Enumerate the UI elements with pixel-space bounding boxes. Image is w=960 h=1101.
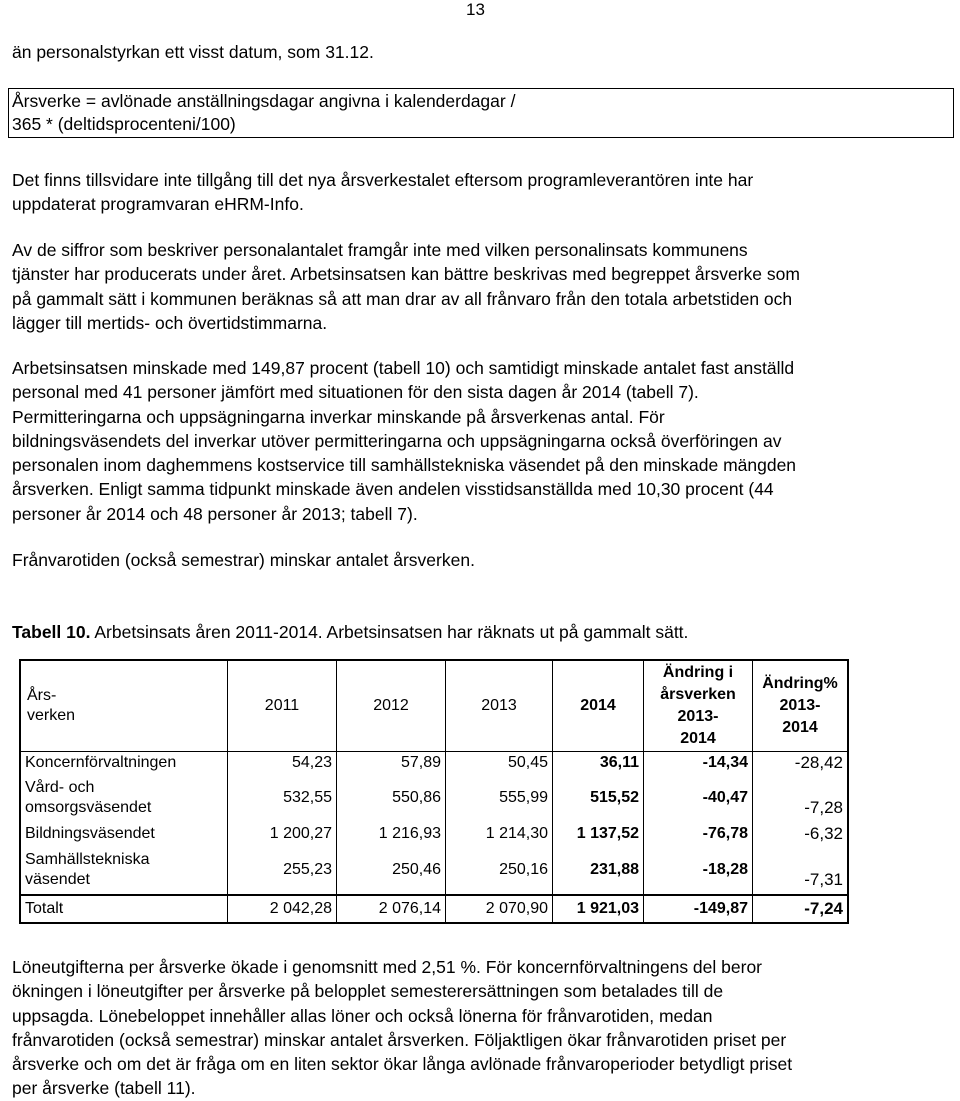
cell-2011: 532,55	[228, 774, 337, 822]
page-number: 13	[466, 0, 485, 19]
cell-2013: 250,16	[446, 846, 553, 895]
header-2012: 2012	[337, 660, 446, 752]
cell-change-percent: -7,31	[753, 846, 849, 895]
header-2014: 2014	[553, 660, 644, 752]
cell-change-percent: -28,42	[753, 752, 849, 775]
cell-2011: 54,23	[228, 752, 337, 775]
paragraph-decrease	[12, 356, 796, 526]
cell-change: -76,78	[644, 822, 753, 846]
cell-2011: 255,23	[228, 846, 337, 895]
total-2012: 2 076,14	[337, 895, 446, 923]
text-line: personal med 41 personer jämfört med situationen för den sista dagen år 2014 (tabell 7).	[12, 382, 699, 403]
text-line: årsverken. Enligt samma tidpunkt minskade även andelen visstidsanställda med 10,30 procent (44	[12, 479, 774, 500]
paragraph-work-effort	[12, 238, 800, 335]
header-change-percent: Ändring% 2013- 2014	[753, 660, 849, 752]
header-label-cell: Års- verken	[20, 660, 228, 752]
paragraph-absence: Frånvarotiden (också semestrar) minskar antalet årsverken.	[12, 550, 475, 570]
cell-2013: 1 214,30	[446, 822, 553, 846]
cell-change: -40,47	[644, 774, 753, 822]
total-2011: 2 042,28	[228, 895, 337, 923]
text-line: personalen inom daghemmens kostservice till samhällstekniska väsendet på den minskade mängden	[12, 455, 797, 476]
text-line: Av de siffror som beskriver personalantalet framgår inte med vilken personalinsats kommunens	[12, 240, 748, 260]
table-header-row	[20, 660, 848, 752]
paragraph-salary-costs	[12, 955, 792, 1101]
text-line: uppsagda. Lönebeloppet innehåller allas löner och också lönerna för frånvarotiden, medan	[12, 1005, 713, 1026]
table-row	[20, 822, 848, 846]
text-line: frånvarotiden (också semestrar) minskar antalet årsverken. Följaktligen ökar frånvarotiden priset per	[12, 1029, 787, 1050]
text-line: Arbetsinsatsen minskade med 149,87 procent (tabell 10) och samtidigt minskade antalet fast anställd	[12, 358, 795, 378]
cell-2012: 57,89	[337, 752, 446, 775]
definition-box	[8, 88, 954, 138]
text-line: på gammalt sätt i kommunen beräknas så att man drar av all frånvaro från den totala arbetstiden och	[12, 288, 793, 309]
table-total-row	[20, 895, 848, 923]
text-line: uppdaterat programvaran eHRM-Info.	[12, 194, 304, 215]
cell-change-percent: -6,32	[753, 822, 849, 846]
row-label: Vård- och omsorgsväsendet	[20, 774, 228, 822]
total-change: -149,87	[644, 895, 753, 923]
cell-2013: 50,45	[446, 752, 553, 775]
text-line: tjänster har producerats under året. Arbetsinsatsen kan bättre beskrivas med begreppet årsverke som	[12, 264, 800, 285]
cell-2012: 1 216,93	[337, 822, 446, 846]
cell-2014: 1 137,52	[553, 822, 644, 846]
text-line: årsverke och om det är fråga om en liten sektor ökar långa avlönade frånvaroperioder betydligt priset	[12, 1054, 793, 1075]
cell-change: -18,28	[644, 846, 753, 895]
text-line: bildningsväsendets del inverkar utöver permitteringarna och uppsägningarna också överföringen av	[12, 430, 782, 451]
text-line: ökningen i löneutgifter per årsverke på belopplet semesterersättningen som betalades till de	[12, 981, 724, 1002]
cell-change: -14,34	[644, 752, 753, 775]
text-line: lägger till mertids- och övertidstimmarna.	[12, 312, 328, 333]
cell-2013: 555,99	[446, 774, 553, 822]
total-change-percent: -7,24	[753, 895, 849, 923]
table-row	[20, 752, 848, 775]
table-caption	[12, 620, 688, 644]
header-2013: 2013	[446, 660, 553, 752]
work-effort-table	[19, 659, 849, 924]
cell-2014: 515,52	[553, 774, 644, 822]
cell-2012: 550,86	[337, 774, 446, 822]
text-line: Permitteringarna och uppsägningarna inverkar minskande på årsverkenas antal. För	[12, 406, 665, 427]
text-line: Löneutgifterna per årsverke ökade i genomsnitt med 2,51 %. För koncernförvaltningens del beror	[12, 957, 763, 977]
text-line: per årsverke (tabell 11).	[12, 1078, 196, 1099]
cell-change-percent: -7,28	[753, 774, 849, 822]
total-label: Totalt	[20, 895, 228, 923]
row-label: Koncernförvaltningen	[20, 752, 228, 775]
intro-line: än personalstyrkan ett visst datum, som 31.12.	[12, 42, 374, 62]
header-2011: 2011	[228, 660, 337, 752]
definition-line-1: Årsverke = avlönade anställningsdagar angivna i kalenderdagar /	[12, 91, 516, 111]
cell-2014: 36,11	[553, 752, 644, 775]
cell-2012: 250,46	[337, 846, 446, 895]
table-row	[20, 846, 848, 895]
row-label: Bildningsväsendet	[20, 822, 228, 846]
definition-line-2: 365 * (deltidsprocenteni/100)	[12, 114, 236, 134]
text-line: Det finns tillsvidare inte tillgång till det nya årsverkestalet eftersom programleverantören inte har	[12, 170, 754, 190]
header-change: Ändring i årsverken 2013- 2014	[644, 660, 753, 752]
total-2013: 2 070,90	[446, 895, 553, 923]
table-row	[20, 774, 848, 822]
paragraph-availability	[12, 168, 753, 217]
text-line: personer år 2014 och 48 personer år 2013; tabell 7).	[12, 503, 418, 524]
table-caption-label: Tabell 10.	[12, 622, 91, 642]
cell-2011: 1 200,27	[228, 822, 337, 846]
total-2014: 1 921,03	[553, 895, 644, 923]
row-label: Samhällstekniska väsendet	[20, 846, 228, 895]
cell-2014: 231,88	[553, 846, 644, 895]
table-caption-text: Arbetsinsats åren 2011-2014. Arbetsinsatsen har räknats ut på gammalt sätt.	[90, 622, 689, 642]
